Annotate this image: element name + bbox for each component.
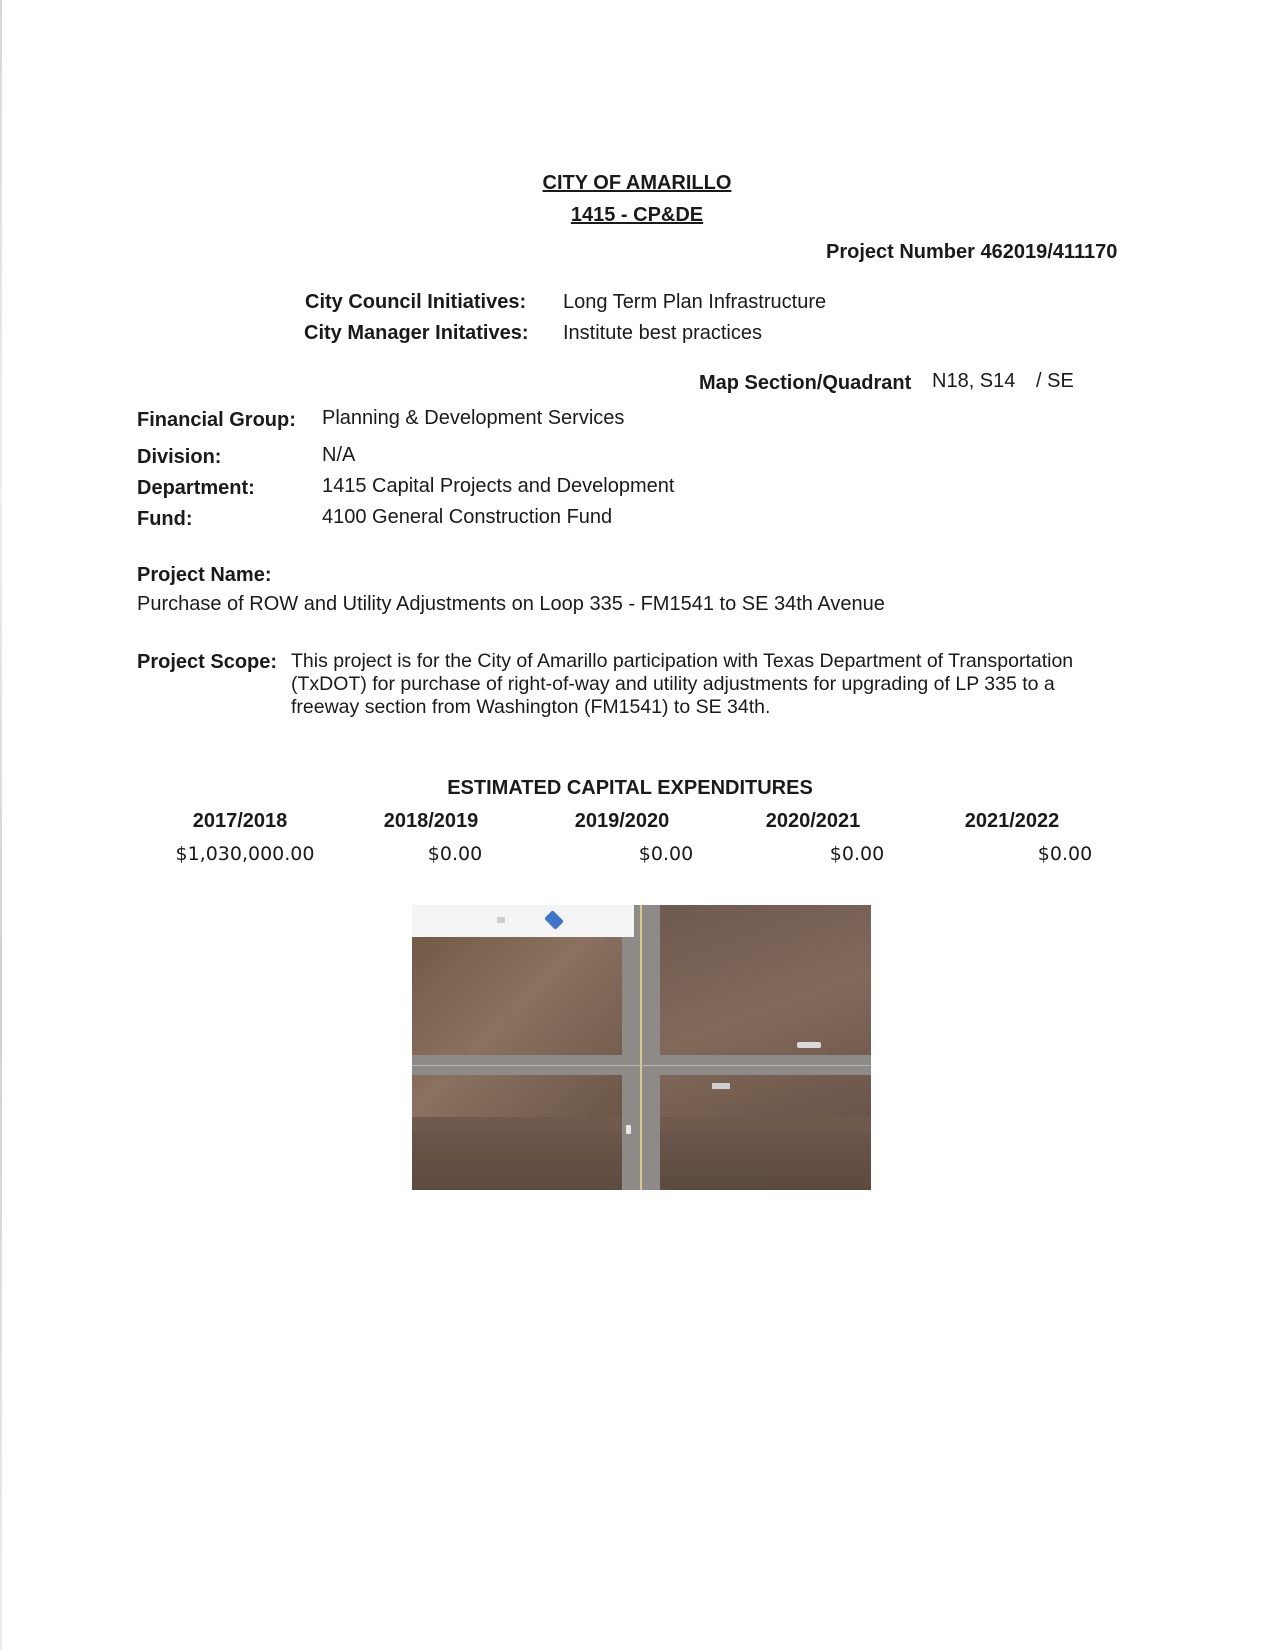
project-number-value: 462019/411170: [980, 241, 1118, 263]
year-header: 2019/2020: [574, 810, 670, 832]
project-name-label: Project Name:: [137, 564, 272, 586]
division-value: N/A: [322, 444, 356, 466]
department-label: Department:: [137, 477, 255, 499]
aerial-map-image: [412, 905, 871, 1190]
project-number: [826, 240, 1117, 264]
expenditure-amount: $0.00: [1037, 843, 1093, 865]
map-quadrant-value: / SE: [1036, 370, 1074, 392]
project-scope-line-2: (TxDOT) for purchase of right-of-way and utility adjustments for upgrading of LP 335 to a: [291, 673, 1055, 695]
expenditures-title: ESTIMATED CAPITAL EXPENDITURES: [447, 777, 813, 799]
year-header: 2017/2018: [192, 810, 288, 832]
road-centerline-ew: [412, 1065, 871, 1066]
project-number-label: Project Number: [826, 241, 975, 263]
road-centerline: [640, 905, 642, 1190]
scan-edge: [0, 0, 2, 1650]
field-sw: [412, 1131, 624, 1190]
field-se: [658, 1131, 871, 1190]
financial-group-label: Financial Group:: [137, 409, 296, 431]
council-initiatives-label: City Council Initiatives:: [305, 291, 527, 313]
field-ne: [658, 905, 871, 1117]
vehicle: [626, 1125, 631, 1134]
department-code: 1415 - CP&DE: [570, 204, 704, 226]
project-scope-label: Project Scope:: [137, 651, 278, 673]
project-name: Purchase of ROW and Utility Adjustments on Loop 335 - FM1541 to SE 34th Avenue: [137, 593, 885, 615]
year-header: 2020/2021: [765, 810, 861, 832]
toolbar-marker: [497, 917, 505, 923]
department-value: 1415 Capital Projects and Development: [322, 475, 675, 497]
manager-initiatives-label: City Manager Initatives:: [304, 322, 529, 344]
expenditure-amount: $0.00: [638, 843, 694, 865]
map-direction-icon: [544, 910, 564, 930]
project-scope-line-1: This project is for the City of Amarillo participation with Texas Department of Transportation: [291, 650, 1074, 672]
map-toolbar: [412, 905, 634, 937]
city-title: CITY OF AMARILLO: [542, 172, 732, 194]
manager-initiatives-value: Institute best practices: [563, 322, 762, 344]
year-header: 2021/2022: [964, 810, 1060, 832]
field-nw: [412, 937, 624, 1117]
fund-value: 4100 General Construction Fund: [322, 506, 613, 528]
project-scope-line-3: freeway section from Washington (FM1541) to SE 34th.: [291, 696, 771, 718]
expenditure-amount: $1,030,000.00: [175, 843, 315, 865]
financial-group-value: Planning & Development Services: [322, 407, 625, 429]
building: [712, 1083, 730, 1089]
map-section-label: Map Section/Quadrant: [699, 372, 912, 394]
map-section-value: N18, S14: [932, 370, 1016, 392]
expenditure-amount: $0.00: [427, 843, 483, 865]
fund-label: Fund:: [137, 508, 193, 530]
vehicle: [797, 1042, 821, 1048]
council-initiatives-value: Long Term Plan Infrastructure: [563, 291, 827, 313]
year-header: 2018/2019: [383, 810, 479, 832]
expenditure-amount: $0.00: [829, 843, 885, 865]
division-label: Division:: [137, 446, 222, 468]
